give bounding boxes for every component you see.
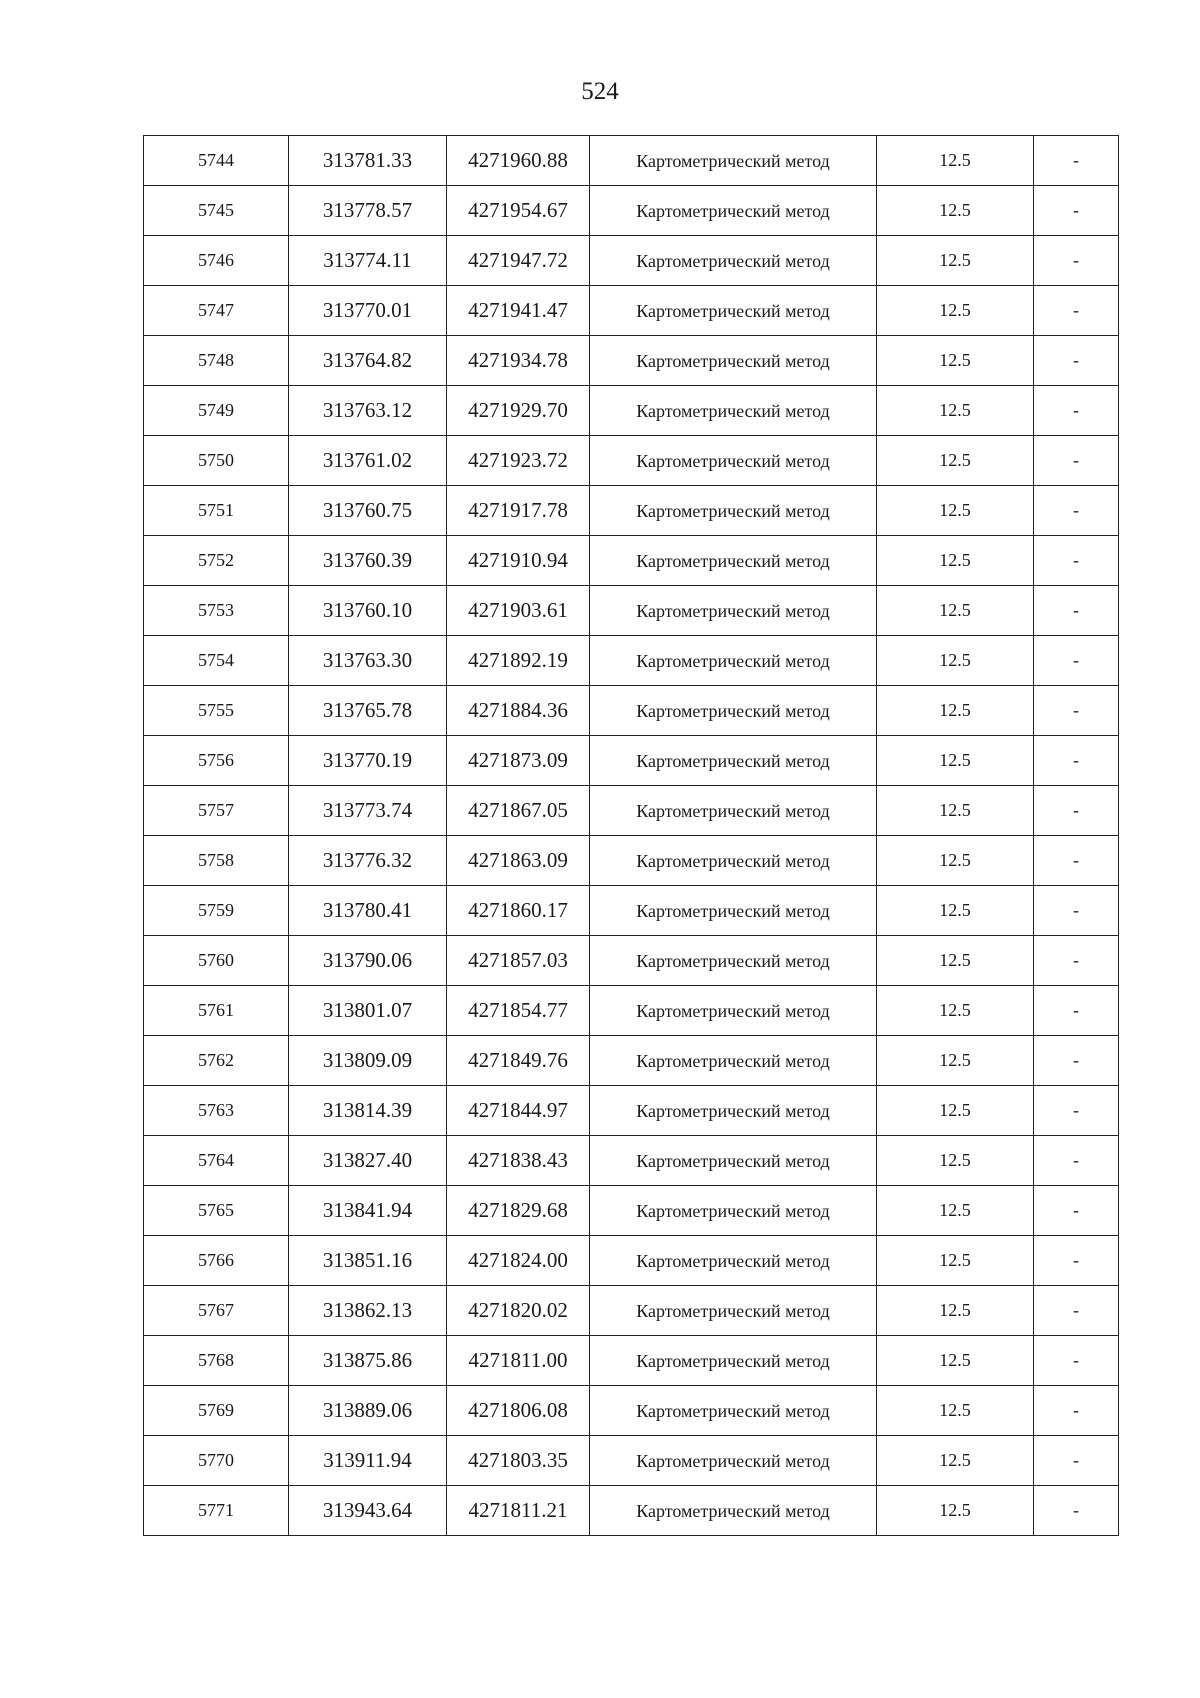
accuracy-cell: 12.5 (877, 436, 1034, 486)
accuracy-cell: 12.5 (877, 736, 1034, 786)
x-coordinate: 313760.10 (289, 586, 447, 636)
point-number: 5765 (144, 1186, 289, 1236)
accuracy-cell: 12.5 (877, 686, 1034, 736)
table-row (144, 286, 1119, 336)
point-number: 5754 (144, 636, 289, 686)
note-cell: - (1034, 986, 1119, 1036)
accuracy-cell: 12.5 (877, 1486, 1034, 1536)
table-row (144, 986, 1119, 1036)
table-row (144, 786, 1119, 836)
method-cell: Картометрический метод (590, 1136, 877, 1186)
note-cell: - (1034, 636, 1119, 686)
method-cell: Картометрический метод (590, 1086, 877, 1136)
note-cell: - (1034, 1236, 1119, 1286)
accuracy-cell: 12.5 (877, 886, 1034, 936)
method-cell: Картометрический метод (590, 1236, 877, 1286)
accuracy-cell: 12.5 (877, 1286, 1034, 1336)
note-cell: - (1034, 1486, 1119, 1536)
y-coordinate: 4271923.72 (447, 436, 590, 486)
point-number: 5756 (144, 736, 289, 786)
point-number: 5760 (144, 936, 289, 986)
method-cell: Картометрический метод (590, 536, 877, 586)
y-coordinate: 4271910.94 (447, 536, 590, 586)
point-number: 5757 (144, 786, 289, 836)
table-row (144, 1036, 1119, 1086)
point-number: 5745 (144, 186, 289, 236)
point-number: 5761 (144, 986, 289, 1036)
y-coordinate: 4271824.00 (447, 1236, 590, 1286)
x-coordinate: 313780.41 (289, 886, 447, 936)
accuracy-cell: 12.5 (877, 1436, 1034, 1486)
x-coordinate: 313851.16 (289, 1236, 447, 1286)
accuracy-cell: 12.5 (877, 986, 1034, 1036)
point-number: 5759 (144, 886, 289, 936)
accuracy-cell: 12.5 (877, 1086, 1034, 1136)
note-cell: - (1034, 336, 1119, 386)
accuracy-cell: 12.5 (877, 536, 1034, 586)
table-row (144, 1236, 1119, 1286)
method-cell: Картометрический метод (590, 486, 877, 536)
table-row (144, 1336, 1119, 1386)
note-cell: - (1034, 386, 1119, 436)
x-coordinate: 313776.32 (289, 836, 447, 886)
accuracy-cell: 12.5 (877, 236, 1034, 286)
method-cell: Картометрический метод (590, 236, 877, 286)
point-number: 5752 (144, 536, 289, 586)
table-row (144, 536, 1119, 586)
method-cell: Картометрический метод (590, 986, 877, 1036)
table-row (144, 836, 1119, 886)
y-coordinate: 4271854.77 (447, 986, 590, 1036)
point-number: 5770 (144, 1436, 289, 1486)
x-coordinate: 313760.75 (289, 486, 447, 536)
method-cell: Картометрический метод (590, 386, 877, 436)
table-row (144, 736, 1119, 786)
x-coordinate: 313781.33 (289, 136, 447, 186)
x-coordinate: 313761.02 (289, 436, 447, 486)
method-cell: Картометрический метод (590, 1486, 877, 1536)
table-row (144, 1386, 1119, 1436)
note-cell: - (1034, 1086, 1119, 1136)
table-row (144, 636, 1119, 686)
y-coordinate: 4271863.09 (447, 836, 590, 886)
note-cell: - (1034, 486, 1119, 536)
page-number: 524 (581, 78, 619, 105)
method-cell: Картометрический метод (590, 336, 877, 386)
method-cell: Картометрический метод (590, 1286, 877, 1336)
y-coordinate: 4271844.97 (447, 1086, 590, 1136)
x-coordinate: 313774.11 (289, 236, 447, 286)
method-cell: Картометрический метод (590, 636, 877, 686)
table-row (144, 1286, 1119, 1336)
accuracy-cell: 12.5 (877, 1386, 1034, 1436)
method-cell: Картометрический метод (590, 186, 877, 236)
x-coordinate: 313760.39 (289, 536, 447, 586)
x-coordinate: 313778.57 (289, 186, 447, 236)
y-coordinate: 4271934.78 (447, 336, 590, 386)
note-cell: - (1034, 686, 1119, 736)
point-number: 5771 (144, 1486, 289, 1536)
table-row (144, 936, 1119, 986)
x-coordinate: 313770.01 (289, 286, 447, 336)
note-cell: - (1034, 1136, 1119, 1186)
method-cell: Картометрический метод (590, 786, 877, 836)
accuracy-cell: 12.5 (877, 1036, 1034, 1086)
method-cell: Картометрический метод (590, 1336, 877, 1386)
y-coordinate: 4271829.68 (447, 1186, 590, 1236)
x-coordinate: 313889.06 (289, 1386, 447, 1436)
method-cell: Картометрический метод (590, 836, 877, 886)
accuracy-cell: 12.5 (877, 1136, 1034, 1186)
note-cell: - (1034, 586, 1119, 636)
x-coordinate: 313790.06 (289, 936, 447, 986)
note-cell: - (1034, 136, 1119, 186)
y-coordinate: 4271803.35 (447, 1436, 590, 1486)
table-row (144, 236, 1119, 286)
y-coordinate: 4271820.02 (447, 1286, 590, 1336)
x-coordinate: 313770.19 (289, 736, 447, 786)
y-coordinate: 4271806.08 (447, 1386, 590, 1436)
y-coordinate: 4271954.67 (447, 186, 590, 236)
table-row (144, 586, 1119, 636)
y-coordinate: 4271917.78 (447, 486, 590, 536)
table-row (144, 886, 1119, 936)
accuracy-cell: 12.5 (877, 936, 1034, 986)
note-cell: - (1034, 436, 1119, 486)
x-coordinate: 313763.30 (289, 636, 447, 686)
y-coordinate: 4271811.00 (447, 1336, 590, 1386)
y-coordinate: 4271960.88 (447, 136, 590, 186)
point-number: 5768 (144, 1336, 289, 1386)
note-cell: - (1034, 1386, 1119, 1436)
point-number: 5747 (144, 286, 289, 336)
x-coordinate: 313943.64 (289, 1486, 447, 1536)
y-coordinate: 4271867.05 (447, 786, 590, 836)
table-row (144, 436, 1119, 486)
accuracy-cell: 12.5 (877, 786, 1034, 836)
y-coordinate: 4271849.76 (447, 1036, 590, 1086)
table-row (144, 1086, 1119, 1136)
y-coordinate: 4271811.21 (447, 1486, 590, 1536)
x-coordinate: 313875.86 (289, 1336, 447, 1386)
method-cell: Картометрический метод (590, 136, 877, 186)
point-number: 5769 (144, 1386, 289, 1436)
note-cell: - (1034, 536, 1119, 586)
method-cell: Картометрический метод (590, 586, 877, 636)
accuracy-cell: 12.5 (877, 386, 1034, 436)
point-number: 5751 (144, 486, 289, 536)
y-coordinate: 4271860.17 (447, 886, 590, 936)
y-coordinate: 4271873.09 (447, 736, 590, 786)
x-coordinate: 313773.74 (289, 786, 447, 836)
table-row (144, 336, 1119, 386)
table-row (144, 686, 1119, 736)
accuracy-cell: 12.5 (877, 286, 1034, 336)
y-coordinate: 4271857.03 (447, 936, 590, 986)
method-cell: Картометрический метод (590, 1386, 877, 1436)
y-coordinate: 4271838.43 (447, 1136, 590, 1186)
point-number: 5763 (144, 1086, 289, 1136)
accuracy-cell: 12.5 (877, 586, 1034, 636)
note-cell: - (1034, 936, 1119, 986)
method-cell: Картометрический метод (590, 1186, 877, 1236)
accuracy-cell: 12.5 (877, 836, 1034, 886)
accuracy-cell: 12.5 (877, 1236, 1034, 1286)
point-number: 5758 (144, 836, 289, 886)
y-coordinate: 4271941.47 (447, 286, 590, 336)
coordinates-table-body (144, 136, 1119, 1536)
x-coordinate: 313827.40 (289, 1136, 447, 1186)
point-number: 5766 (144, 1236, 289, 1286)
method-cell: Картометрический метод (590, 736, 877, 786)
accuracy-cell: 12.5 (877, 186, 1034, 236)
accuracy-cell: 12.5 (877, 1186, 1034, 1236)
y-coordinate: 4271903.61 (447, 586, 590, 636)
table-row (144, 1436, 1119, 1486)
point-number: 5755 (144, 686, 289, 736)
table-row (144, 136, 1119, 186)
point-number: 5750 (144, 436, 289, 486)
note-cell: - (1034, 286, 1119, 336)
note-cell: - (1034, 736, 1119, 786)
y-coordinate: 4271929.70 (447, 386, 590, 436)
point-number: 5746 (144, 236, 289, 286)
method-cell: Картометрический метод (590, 436, 877, 486)
x-coordinate: 313763.12 (289, 386, 447, 436)
method-cell: Картометрический метод (590, 686, 877, 736)
point-number: 5767 (144, 1286, 289, 1336)
accuracy-cell: 12.5 (877, 486, 1034, 536)
point-number: 5748 (144, 336, 289, 386)
table-row (144, 1186, 1119, 1236)
note-cell: - (1034, 786, 1119, 836)
method-cell: Картометрический метод (590, 936, 877, 986)
x-coordinate: 313841.94 (289, 1186, 447, 1236)
x-coordinate: 313814.39 (289, 1086, 447, 1136)
table-row (144, 186, 1119, 236)
x-coordinate: 313911.94 (289, 1436, 447, 1486)
accuracy-cell: 12.5 (877, 1336, 1034, 1386)
table-row (144, 386, 1119, 436)
note-cell: - (1034, 186, 1119, 236)
note-cell: - (1034, 1036, 1119, 1086)
note-cell: - (1034, 236, 1119, 286)
point-number: 5762 (144, 1036, 289, 1086)
x-coordinate: 313809.09 (289, 1036, 447, 1086)
accuracy-cell: 12.5 (877, 336, 1034, 386)
point-number: 5744 (144, 136, 289, 186)
note-cell: - (1034, 1186, 1119, 1236)
y-coordinate: 4271892.19 (447, 636, 590, 686)
x-coordinate: 313801.07 (289, 986, 447, 1036)
y-coordinate: 4271884.36 (447, 686, 590, 736)
x-coordinate: 313862.13 (289, 1286, 447, 1336)
method-cell: Картометрический метод (590, 1036, 877, 1086)
table-row (144, 1486, 1119, 1536)
x-coordinate: 313764.82 (289, 336, 447, 386)
method-cell: Картометрический метод (590, 1436, 877, 1486)
note-cell: - (1034, 1286, 1119, 1336)
note-cell: - (1034, 1336, 1119, 1386)
table-row (144, 1136, 1119, 1186)
point-number: 5753 (144, 586, 289, 636)
table-row (144, 486, 1119, 536)
coordinates-table (143, 135, 1119, 1536)
accuracy-cell: 12.5 (877, 636, 1034, 686)
note-cell: - (1034, 836, 1119, 886)
note-cell: - (1034, 1436, 1119, 1486)
x-coordinate: 313765.78 (289, 686, 447, 736)
method-cell: Картометрический метод (590, 886, 877, 936)
y-coordinate: 4271947.72 (447, 236, 590, 286)
point-number: 5764 (144, 1136, 289, 1186)
point-number: 5749 (144, 386, 289, 436)
accuracy-cell: 12.5 (877, 136, 1034, 186)
note-cell: - (1034, 886, 1119, 936)
method-cell: Картометрический метод (590, 286, 877, 336)
